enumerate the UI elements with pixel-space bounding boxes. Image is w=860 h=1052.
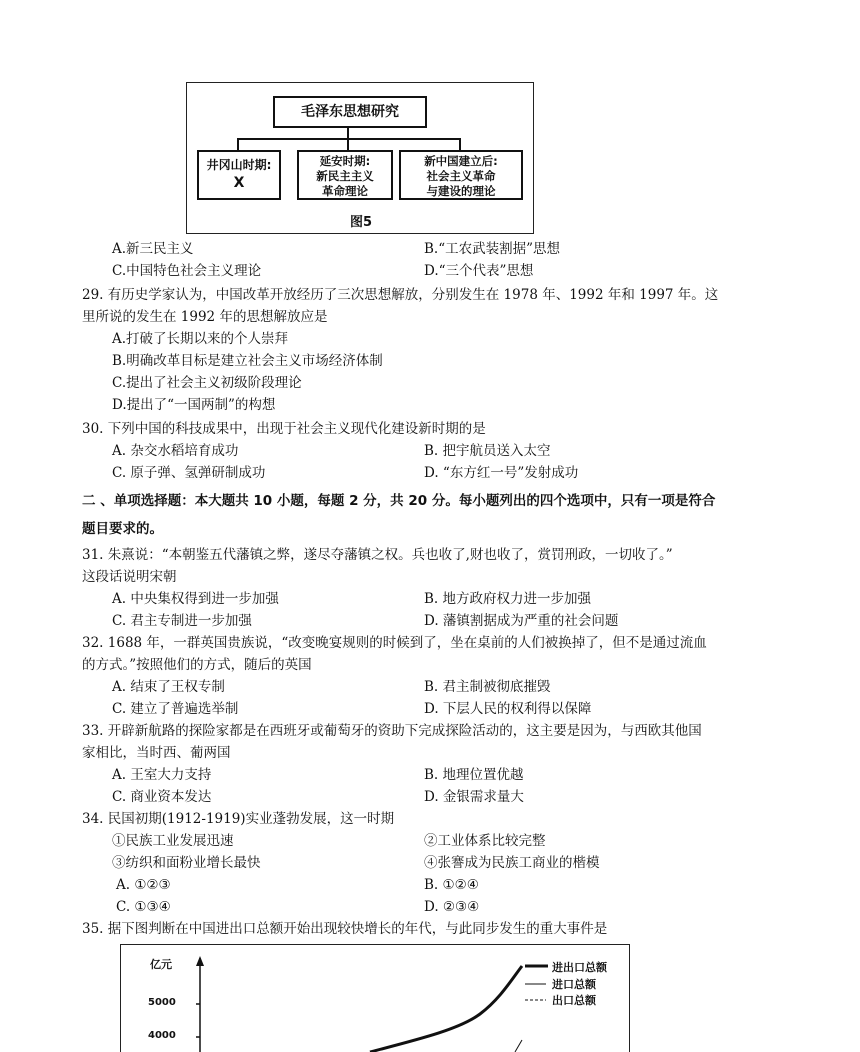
q29-option-a[interactable]: A.打破了长期以来的个人崇拜 xyxy=(112,331,289,347)
q31-stem-line1: 31. 朱熹说：“本朝鉴五代藩镇之弊，遂尽夺藩镇之权。兵也收了,财也收了，赏罚刑政，一切收了。” xyxy=(82,547,673,563)
figure-5-diagram xyxy=(186,82,534,234)
diagram-box-new-china xyxy=(399,150,523,200)
diagram-box-jinggangshan xyxy=(197,150,281,200)
diagram-box-label: 与建设的理论 xyxy=(426,184,496,198)
q34-item-4: ④张謇成为民族工商业的楷模 xyxy=(424,855,600,871)
q34-stem: 34. 民国初期(1912-1919)实业蓬勃发展，这一时期 xyxy=(82,811,395,827)
diagram-box-label: 新民主主义 xyxy=(316,169,374,183)
q32-option-a[interactable]: A. 结束了王权专制 xyxy=(112,679,225,695)
q34-option-a[interactable]: A. ①②③ xyxy=(116,877,171,893)
q30-option-a[interactable]: A. 杂交水稻培育成功 xyxy=(112,443,239,459)
diagram-connector xyxy=(459,138,461,150)
q33-option-d[interactable]: D. 金银需求量大 xyxy=(424,789,524,805)
figure-caption: 图5 xyxy=(349,215,373,230)
diagram-box-label: 井冈山时期: xyxy=(206,158,272,172)
diagram-box-label: 延安时期: xyxy=(319,154,371,168)
q31-option-a[interactable]: A. 中央集权得到进一步加强 xyxy=(112,591,279,607)
q35-stem: 35. 据下图判断在中国进出口总额开始出现较快增长的年代，与此同步发生的重大事件是 xyxy=(82,921,608,937)
q29-option-c[interactable]: C.提出了社会主义初级阶段理论 xyxy=(112,375,302,391)
q32-option-b[interactable]: B. 君主制被彻底摧毁 xyxy=(424,679,551,695)
y-axis-unit: 亿元 xyxy=(150,958,172,971)
diagram-connector xyxy=(237,138,239,150)
q29-option-b[interactable]: B.明确改革目标是建立社会主义市场经济体制 xyxy=(112,353,383,369)
q33-option-b[interactable]: B. 地理位置优越 xyxy=(424,767,524,783)
trade-chart xyxy=(120,944,630,1052)
q34-item-2: ②工业体系比较完整 xyxy=(424,833,546,849)
q32-option-d[interactable]: D. 下层人民的权利得以保障 xyxy=(424,701,592,717)
y-tick-label-4000: 4000 xyxy=(148,1030,176,1041)
series-import-line xyxy=(515,1040,522,1052)
diagram-box-label: 革命理论 xyxy=(322,184,368,198)
q34-option-d[interactable]: D. ②③④ xyxy=(424,899,480,915)
q33-stem-line2: 家相比，当时西、葡两国 xyxy=(82,745,231,761)
q30-option-d[interactable]: D. “东方红一号”发射成功 xyxy=(424,465,579,481)
q28-option-a[interactable]: A.新三民主义 xyxy=(112,241,194,257)
q33-option-a[interactable]: A. 王室大力支持 xyxy=(112,767,212,783)
diagram-connector xyxy=(347,138,349,150)
diagram-top-label: 毛泽东思想研究 xyxy=(301,104,399,120)
q32-option-c[interactable]: C. 建立了普遍选举制 xyxy=(112,701,239,717)
q34-item-1: ①民族工业发展迅速 xyxy=(112,833,234,849)
q34-item-3: ③纺织和面粉业增长最快 xyxy=(112,855,261,871)
q34-option-b[interactable]: B. ①②④ xyxy=(424,877,479,893)
diagram-box-label: 新中国建立后: xyxy=(424,154,498,168)
q28-option-d[interactable]: D.“三个代表”思想 xyxy=(424,263,534,279)
series-total-trade-line xyxy=(370,966,522,1052)
q30-option-b[interactable]: B. 把宇航员送入太空 xyxy=(424,443,551,459)
y-axis-arrow xyxy=(196,956,204,966)
q30-stem: 30. 下列中国的科技成果中，出现于社会主义现代化建设新时期的是 xyxy=(82,421,486,437)
diagram-box-yanan xyxy=(297,150,393,200)
q31-option-b[interactable]: B. 地方政府权力进一步加强 xyxy=(424,591,592,607)
y-tick-label-5000: 5000 xyxy=(148,997,176,1008)
section-2-heading-line2: 题目要求的。 xyxy=(82,521,163,537)
q28-option-b[interactable]: B.“工农武装割据”思想 xyxy=(424,241,561,257)
q31-stem-line2: 这段话说明宋朝 xyxy=(82,569,177,585)
q32-stem-line1: 32. 1688 年，一群英国贵族说，“改变晚宴规则的时候到了，坐在桌前的人们被换掉了，但不是通过流血 xyxy=(82,635,707,651)
q34-option-c[interactable]: C. ①③④ xyxy=(116,899,171,915)
q29-option-d[interactable]: D.提出了“一国两制”的构想 xyxy=(112,397,276,413)
q28-option-c[interactable]: C.中国特色社会主义理论 xyxy=(112,263,262,279)
diagram-box-label: 社会主义革命 xyxy=(426,169,496,183)
q30-option-c[interactable]: C. 原子弹、氢弹研制成功 xyxy=(112,465,266,481)
q29-stem-line1: 29. 有历史学家认为，中国改革开放经历了三次思想解放，分别发生在 1978 年、1992 年和 1997 年。这 xyxy=(82,287,719,303)
legend-label-export: 出口总额 xyxy=(552,994,596,1007)
diagram-top-box xyxy=(273,96,427,128)
legend-label-total: 进出口总额 xyxy=(552,961,607,974)
q33-stem-line1: 33. 开辟新航路的探险家都是在西班牙或葡萄牙的资助下完成探险活动的，这主要是因为，与西欧其他国 xyxy=(82,723,702,739)
diagram-box-label: X xyxy=(233,175,245,191)
q31-option-c[interactable]: C. 君主专制进一步加强 xyxy=(112,613,252,629)
q32-stem-line2: 的方式。”按照他们的方式，随后的英国 xyxy=(82,657,312,673)
q31-option-d[interactable]: D. 藩镇割据成为严重的社会问题 xyxy=(424,613,619,629)
q33-option-c[interactable]: C. 商业资本发达 xyxy=(112,789,212,805)
section-2-heading-line1: 二 、单项选择题：本大题共 10 小题，每题 2 分，共 20 分。每小题列出的四个选项中，只有一项是符合 xyxy=(82,493,716,509)
legend-label-import: 进口总额 xyxy=(552,978,596,991)
q29-stem-line2: 里所说的发生在 1992 年的思想解放应是 xyxy=(82,309,328,325)
